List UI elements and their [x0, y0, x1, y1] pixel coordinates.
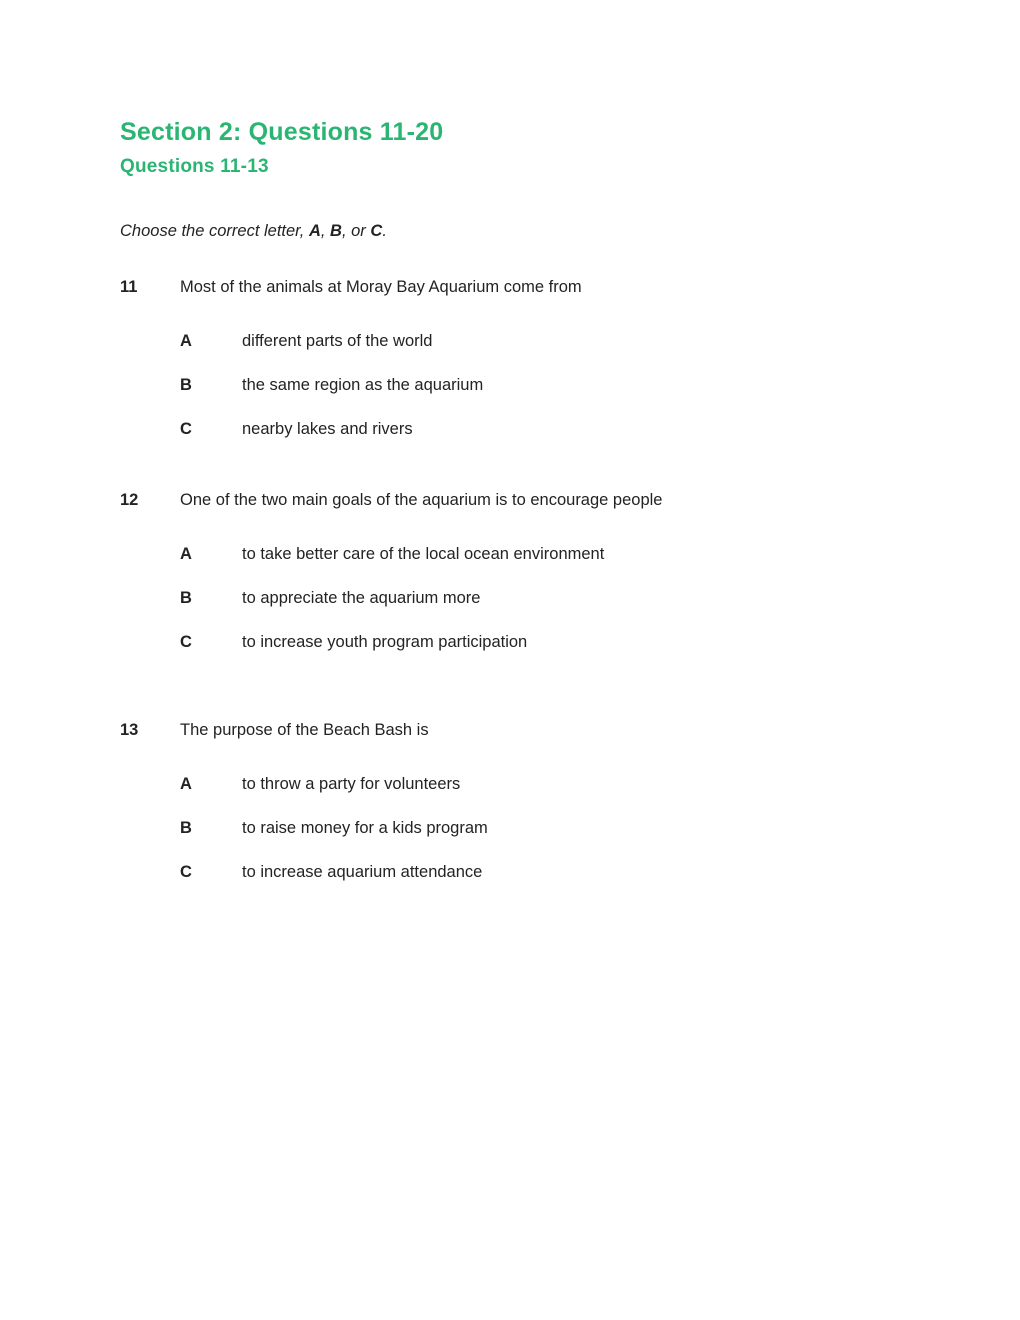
instruction-segment: , or	[341, 222, 371, 240]
options-list	[120, 773, 900, 883]
question-row	[120, 276, 900, 298]
option-text: the same region as the aquarium	[242, 376, 484, 394]
option-letter: A	[180, 332, 192, 350]
option-text: to take better care of the local ocean environment	[242, 545, 605, 563]
question-11	[120, 276, 900, 440]
option-12-a	[180, 543, 900, 565]
option-text: nearby lakes and rivers	[242, 420, 413, 438]
instruction-segment: .	[382, 222, 387, 240]
question-text: The purpose of the Beach Bash is	[180, 721, 429, 739]
option-letter: C	[180, 420, 192, 438]
option-text: to throw a party for volunteers	[242, 775, 461, 793]
option-letter: B	[180, 589, 192, 607]
option-13-b	[180, 817, 900, 839]
instruction-line	[120, 220, 900, 242]
option-11-c	[180, 418, 900, 440]
option-letter: C	[180, 633, 192, 651]
question-number: 13	[120, 721, 139, 739]
option-text: to increase youth program participation	[242, 633, 528, 651]
option-text: to increase aquarium attendance	[242, 863, 483, 881]
option-13-a	[180, 773, 900, 795]
option-text: different parts of the world	[242, 332, 433, 350]
question-12	[120, 489, 900, 653]
question-row	[120, 489, 900, 511]
instruction-letter-a: A	[308, 222, 321, 240]
instruction-segment: ,	[320, 222, 331, 240]
options-list	[120, 543, 900, 653]
option-12-b	[180, 587, 900, 609]
option-letter: A	[180, 775, 192, 793]
section-title: Section 2: Questions 11-20	[120, 118, 444, 146]
instruction-letter-b: B	[330, 222, 342, 240]
question-text: One of the two main goals of the aquarium is to encourage people	[180, 491, 663, 509]
option-11-a	[180, 330, 900, 352]
question-13	[120, 719, 900, 883]
instruction-letter-c: C	[370, 222, 383, 240]
option-letter: A	[180, 545, 192, 563]
option-12-c	[180, 631, 900, 653]
option-text: to appreciate the aquarium more	[242, 589, 481, 607]
options-list	[120, 330, 900, 440]
subsection-title: Questions 11-13	[120, 156, 269, 177]
question-row	[120, 719, 900, 741]
option-letter: B	[180, 376, 192, 394]
instruction-segment: Choose the correct letter,	[120, 222, 309, 240]
option-letter: C	[180, 863, 192, 881]
option-13-c	[180, 861, 900, 883]
question-text: Most of the animals at Moray Bay Aquarium come from	[180, 278, 582, 296]
question-number: 11	[120, 278, 138, 296]
option-letter: B	[180, 819, 192, 837]
question-number: 12	[120, 491, 139, 509]
option-text: to raise money for a kids program	[242, 819, 488, 837]
option-11-b	[180, 374, 900, 396]
